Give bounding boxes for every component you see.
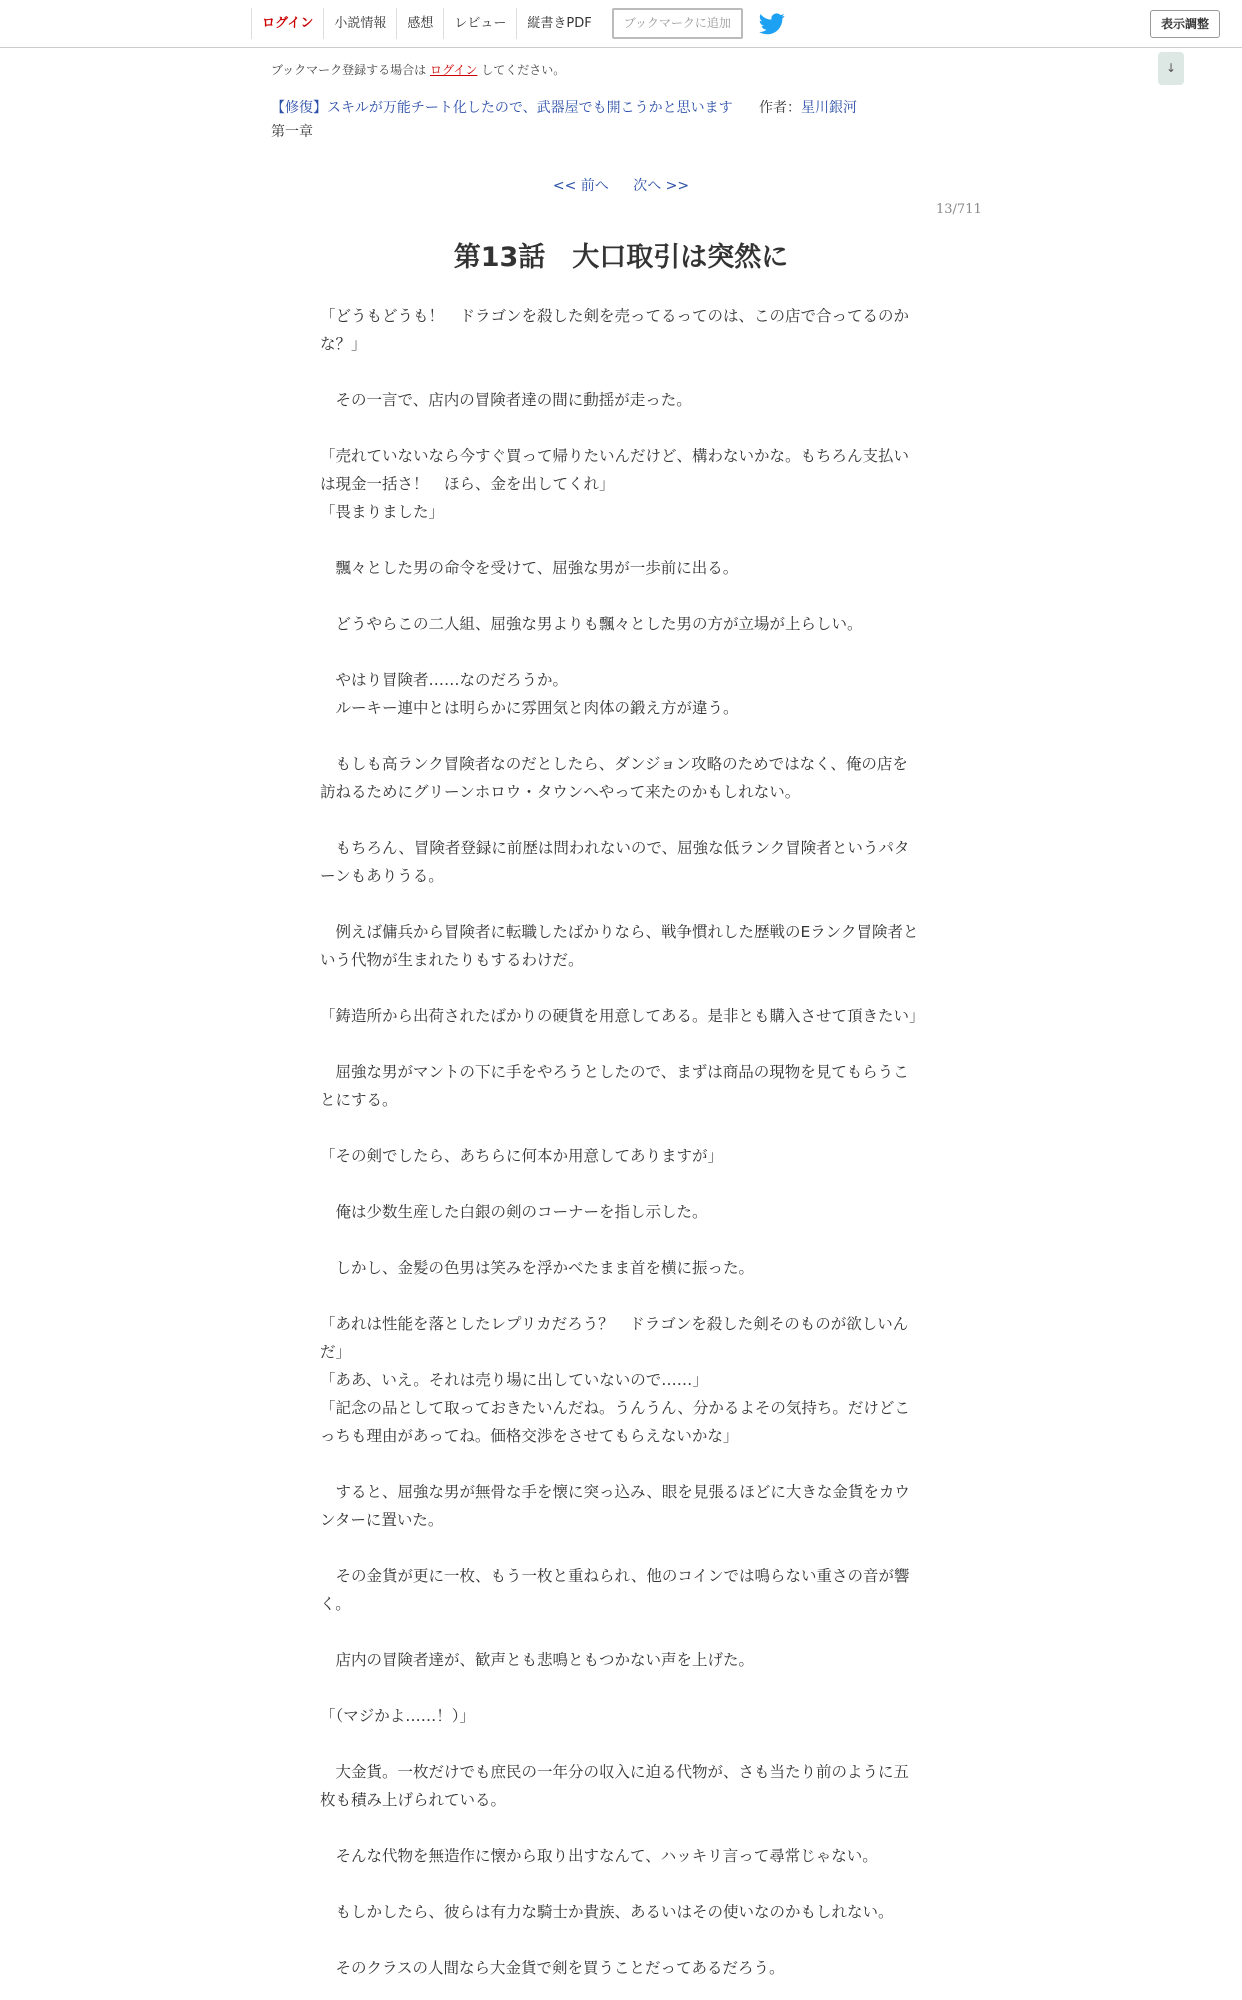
- body-line: [320, 1114, 920, 1142]
- nav-vertical-pdf[interactable]: 縦書きPDF: [516, 8, 601, 39]
- body-line: 「（マジかよ……！）」: [320, 1707, 476, 1725]
- episode-body: [320, 302, 925, 1982]
- body-line: 「畏まりました」: [320, 503, 445, 521]
- body-line: 大金貨。一枚だけでも庶民の一年分の収入に迫る代物が、さも当たり前のように五枚も積み上げられている。: [320, 1763, 910, 1809]
- body-line: しかし、金髪の色男は笑みを浮かべたまま首を横に振った。: [320, 1259, 755, 1277]
- body-line: もしかしたら、彼らは有力な騎士か貴族、あるいはその使いなのかもしれない。: [320, 1903, 894, 1921]
- body-line: [320, 526, 920, 554]
- body-line: 例えば傭兵から冒険者に転職したばかりなら、戦争慣れした歴戦のEランク冒険者という代物が生まれたりもするわけだ。: [320, 923, 919, 969]
- top-navigation-bar: [0, 0, 1242, 48]
- body-line: [320, 1226, 920, 1254]
- body-line: [320, 1282, 920, 1310]
- body-line: もちろん、冒険者登録に前歴は問われないので、屈強な低ランク冒険者というパターンもありうる。: [320, 839, 910, 885]
- body-line: [320, 1030, 920, 1058]
- body-line: [320, 1814, 920, 1842]
- author-link[interactable]: 星川銀河: [801, 100, 858, 116]
- body-line: 屈強な男がマントの下に手をやろうとしたので、まずは商品の現物を見てもらうことにする。: [320, 1063, 909, 1109]
- next-episode-link[interactable]: 次へ >>: [633, 178, 690, 194]
- nav-novel-info[interactable]: 小説情報: [323, 8, 396, 39]
- nav-review[interactable]: レビュー: [443, 8, 516, 39]
- body-line: [320, 1870, 920, 1898]
- episode-title: 第13話 大口取引は突然に: [453, 242, 789, 273]
- novel-title-link[interactable]: 【修復】スキルが万能チート化したので、武器屋でも開こうかと思います: [271, 100, 733, 116]
- body-line: 「鋳造所から出荷されたばかりの硬貨を用意してある。是非とも購入させて頂きたい」: [320, 1007, 925, 1025]
- body-line: 「どうもどうも！ ドラゴンを殺した剣を売ってるってのは、この店で合ってるのかな？」: [320, 307, 910, 353]
- body-line: 「記念の品として取っておきたいんだね。うんうん、分かるよその気持ち。だけどこっちも理由があってね。価格交渉をさせてもらえないかな」: [320, 1399, 910, 1445]
- body-line: [320, 1170, 920, 1198]
- nav-impressions[interactable]: 感想: [396, 8, 443, 39]
- body-line: 「売れていないなら今すぐ買って帰りたいんだけど、構わないかな。もちろん支払いは現金一括さ！ ほら、金を出してくれ」: [320, 447, 910, 493]
- chapter-title: 第一章: [271, 124, 313, 140]
- body-line: どうやらこの二人組、屈強な男よりも飄々とした男の方が立場が上らしい。: [320, 615, 863, 633]
- body-line: その一言で、店内の冒険者達の間に動揺が走った。: [320, 391, 692, 409]
- body-line: 俺は少数生産した白銀の剣のコーナーを指し示した。: [320, 1203, 708, 1221]
- login-notice-suffix: してください。: [481, 63, 566, 77]
- body-line: やはり冒険者……なのだろうか。: [320, 671, 569, 689]
- body-line: ルーキー連中とは明らかに雰囲気と肉体の鍛え方が違う。: [320, 699, 739, 717]
- body-line: 「その剣でしたら、あちらに何本か用意してありますが」: [320, 1147, 724, 1165]
- login-notice: [271, 61, 565, 78]
- body-line: [320, 806, 920, 834]
- body-line: 店内の冒険者達が、歓声とも悲鳴ともつかない声を上げた。: [320, 1651, 755, 1669]
- login-notice-prefix: ブックマーク登録する場合は: [271, 63, 427, 77]
- episode-pager: [0, 175, 1242, 195]
- body-line: [320, 722, 920, 750]
- body-line: [320, 1450, 920, 1478]
- login-link[interactable]: ログイン: [430, 63, 478, 77]
- body-line: その金貨が更に一枚、もう一枚と重ねられ、他のコインでは鳴らない重さの音が響く。: [320, 1567, 910, 1613]
- body-line: [320, 358, 920, 386]
- episode-count: 13/711: [936, 202, 982, 217]
- body-line: [320, 1618, 920, 1646]
- add-bookmark-button[interactable]: ブックマークに追加: [612, 8, 743, 39]
- body-line: [320, 1730, 920, 1758]
- body-line: もしも高ランク冒険者なのだとしたら、ダンジョン攻略のためではなく、俺の店を訪ねるためにグリーンホロウ・タウンへやって来たのかもしれない。: [320, 755, 908, 801]
- body-line: 「あれは性能を落としたレプリカだろう？ ドラゴンを殺した剣そのものが欲しいんだ」: [320, 1315, 909, 1361]
- nav-menu: [251, 8, 785, 39]
- display-settings-button[interactable]: 表示調整: [1150, 10, 1220, 38]
- prev-episode-link[interactable]: << 前へ: [552, 178, 609, 194]
- nav-login[interactable]: ログイン: [251, 8, 323, 39]
- body-line: [320, 974, 920, 1002]
- body-line: [320, 414, 920, 442]
- author-label: 作者：: [759, 100, 802, 116]
- body-line: [320, 1674, 920, 1702]
- body-line: そんな代物を無造作に懐から取り出すなんて、ハッキリ言って尋常じゃない。: [320, 1847, 878, 1865]
- scroll-down-button[interactable]: ↓: [1158, 52, 1184, 85]
- body-line: 「ああ、いえ。それは売り場に出していないので……」: [320, 1371, 708, 1389]
- novel-header: [271, 97, 857, 117]
- body-line: [320, 1926, 920, 1954]
- body-line: [320, 890, 920, 918]
- body-line: [320, 1534, 920, 1562]
- body-line: 飄々とした男の命令を受けて、屈強な男が一歩前に出る。: [320, 559, 739, 577]
- twitter-icon[interactable]: [759, 13, 785, 35]
- body-line: そのクラスの人間なら大金貨で剣を買うことだってあるだろう。: [320, 1959, 785, 1977]
- body-line: [320, 582, 920, 610]
- body-line: すると、屈強な男が無骨な手を懐に突っ込み、眼を見張るほどに大きな金貨をカウンターに置いた。: [320, 1483, 910, 1529]
- body-line: [320, 638, 920, 666]
